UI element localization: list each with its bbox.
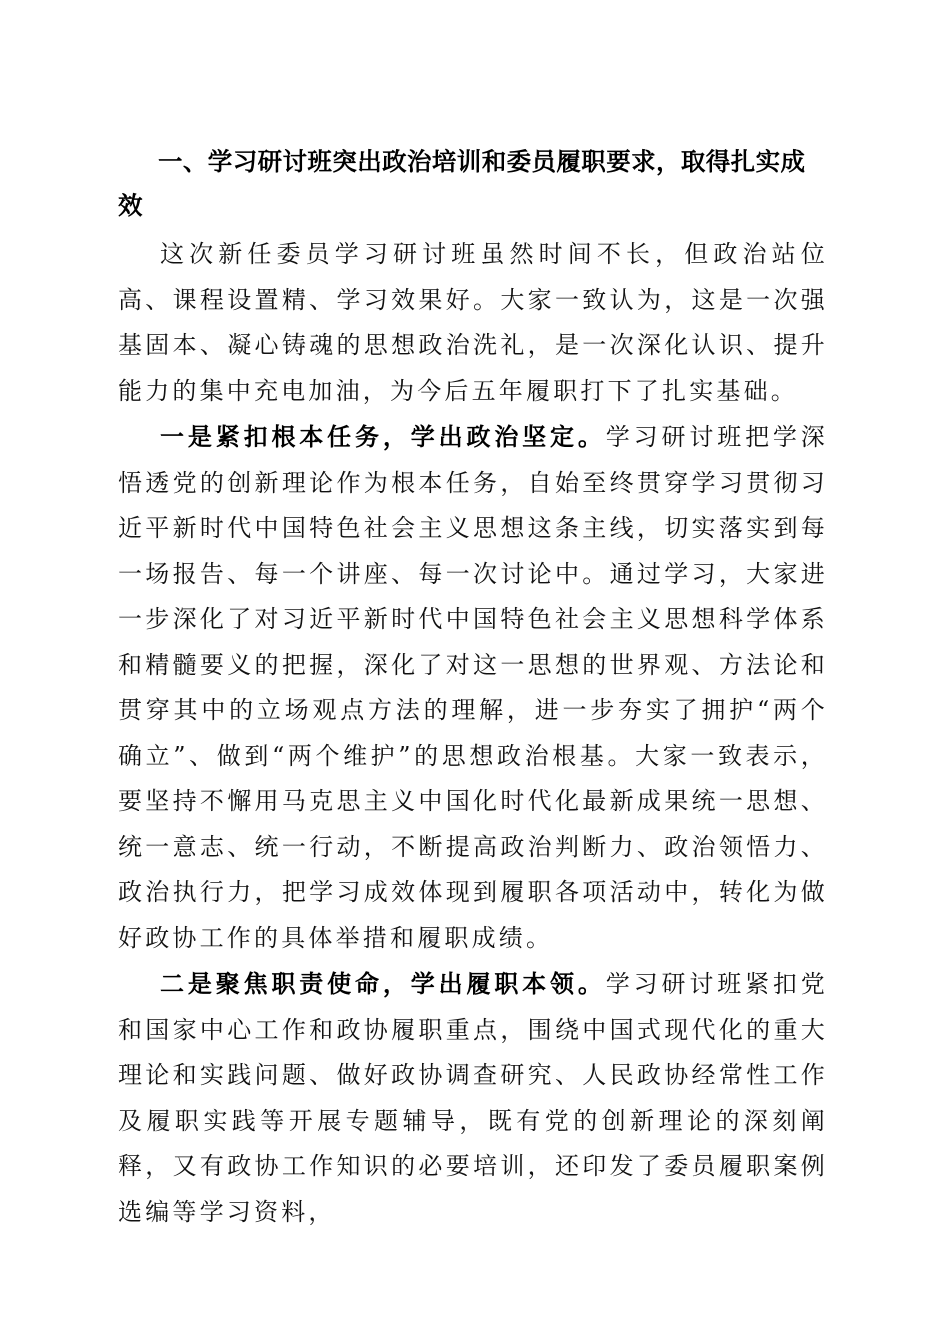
paragraph-text: 学习研讨班把学深悟透党的创新理论作为根本任务，自始至终贯穿学习贯彻习近平新时代中国特色社会主义思想这条主线，切实落实到每一场报告、每一个讲座、每一次讨论中。通过学习，大家进一步深化了对习近平新时代中国特色社会主义思想科学体系和精髓要义的把握，深化了对这一思想的世界观、方法论和贯穿其中的立场观点方法的理解，进一步夯实了拥护“两个确立”、做到“两个维护”的思想政治根基。大家一致表示，要坚持不懈用马克思主义中国化时代化最新成果统一思想、统一意志、统一行动，不断提高政治判断力、政治领悟力、政治执行力，把学习成效体现到履职各项活动中，转化为做好政协工作的具体举措和履职成绩。 — [118, 423, 828, 952]
paragraph-intro — [118, 231, 828, 414]
paragraph-lead: 一是紧扣根本任务，学出政治坚定。 — [160, 422, 606, 451]
paragraph-text: 这次新任委员学习研讨班虽然时间不长，但政治站位高、课程设置精、学习效果好。大家一致认为，这是一次强基固本、凝心铸魂的思想政治洗礼，是一次深化认识、提升能力的集中充电加油，为今后五年履职打下了扎实基础。 — [118, 240, 828, 405]
section-heading: 一、学习研讨班突出政治培训和委员履职要求，取得扎实成效 — [118, 147, 806, 220]
paragraph-text: 学习研讨班紧扣党和国家中心工作和政协履职重点，围绕中国式现代化的重大理论和实践问题、做好政协调查研究、人民政协经常性工作及履职实践等开展专题辅导，既有党的创新理论的深刻阐释，又有政协工作知识的必要培训，还印发了委员履职案例选编等学习资料， — [118, 970, 828, 1226]
paragraph-lead: 二是聚焦职责使命，学出履职本领。 — [160, 969, 606, 998]
paragraph-point-two — [118, 961, 828, 1235]
document-page — [118, 140, 828, 1235]
paragraph-point-one — [118, 414, 828, 961]
